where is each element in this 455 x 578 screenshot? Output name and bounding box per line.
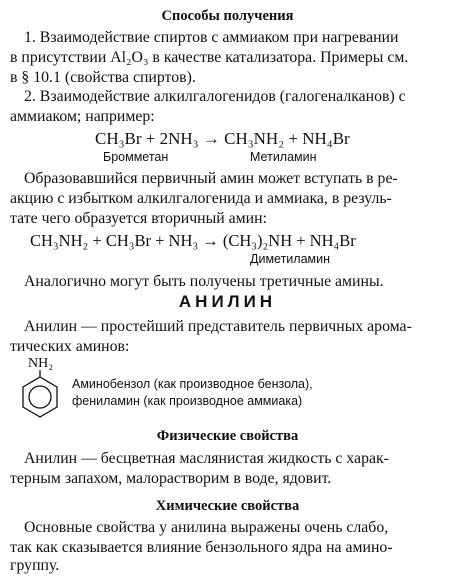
amino-group-label: NH₂ <box>28 356 54 371</box>
paragraph-line: Анилин — бесцветная маслянистая жидкость с харак- <box>24 450 389 467</box>
paragraph-line: так как сказывается влияние бензольного ядра на амино- <box>10 539 393 556</box>
paragraph-line: акцию с избытком алкилгалогенида и аммиака, в резуль- <box>10 190 392 207</box>
paragraph-line: тических аминов: <box>10 338 130 355</box>
paragraph-line: Анилин — простейший представитель первичных арома- <box>24 318 412 335</box>
reaction-equation-2: CH₃NH₂ + CH₃Br + NH₃ → (CH₃)₂NH + NH₄Br <box>30 231 356 250</box>
reagent-name-bromomethane: Бромметан <box>103 150 169 164</box>
paragraph-line: терным запахом, малорастворим в воде, ядовит. <box>10 470 332 487</box>
paragraph-line: Основные свойства у анилина выражены очень слабо, <box>24 519 389 536</box>
paragraph-line: 2. Взаимодействие алкилгалогенидов (галогеналканов) с <box>24 88 406 105</box>
aniline-name-aminobenzene: Аминобензол (как производное бензола), <box>72 377 313 391</box>
section-heading-chemical: Химические свойства <box>155 498 300 514</box>
section-heading-preparation: Способы получения <box>161 8 294 24</box>
aniline-name-phenylamine: фениламин (как производное аммиака) <box>72 394 303 408</box>
paragraph-line: аммиаком; например: <box>10 108 155 125</box>
paragraph-line: в § 10.1 (свойства спиртов). <box>10 69 196 86</box>
paragraph-line: в присутствии Al₂O₃ в качестве катализатора. Примеры см. <box>10 49 409 66</box>
paragraph-line: 1. Взаимодействие спиртов с аммиаком при нагревании <box>24 29 399 46</box>
paragraph-line: Образовавшийся первичный амин может вступать в ре- <box>24 170 398 187</box>
product-name-dimethylamine: Диметиламин <box>250 252 331 266</box>
benzene-ring-icon <box>18 370 62 418</box>
paragraph-line: тате чего образуется вторичный амин: <box>10 210 267 227</box>
reaction-equation-1: CH₃Br + 2NH₃ → CH₃NH₂ + NH₄Br <box>95 129 350 148</box>
section-heading-physical: Физические свойства <box>156 428 299 444</box>
product-name-methylamine: Метиламин <box>250 150 317 164</box>
paragraph-line: Аналогично могут быть получены третичные амины. <box>24 273 384 290</box>
section-title-aniline: АНИЛИН <box>178 292 277 311</box>
paragraph-line: группу. <box>10 557 60 574</box>
